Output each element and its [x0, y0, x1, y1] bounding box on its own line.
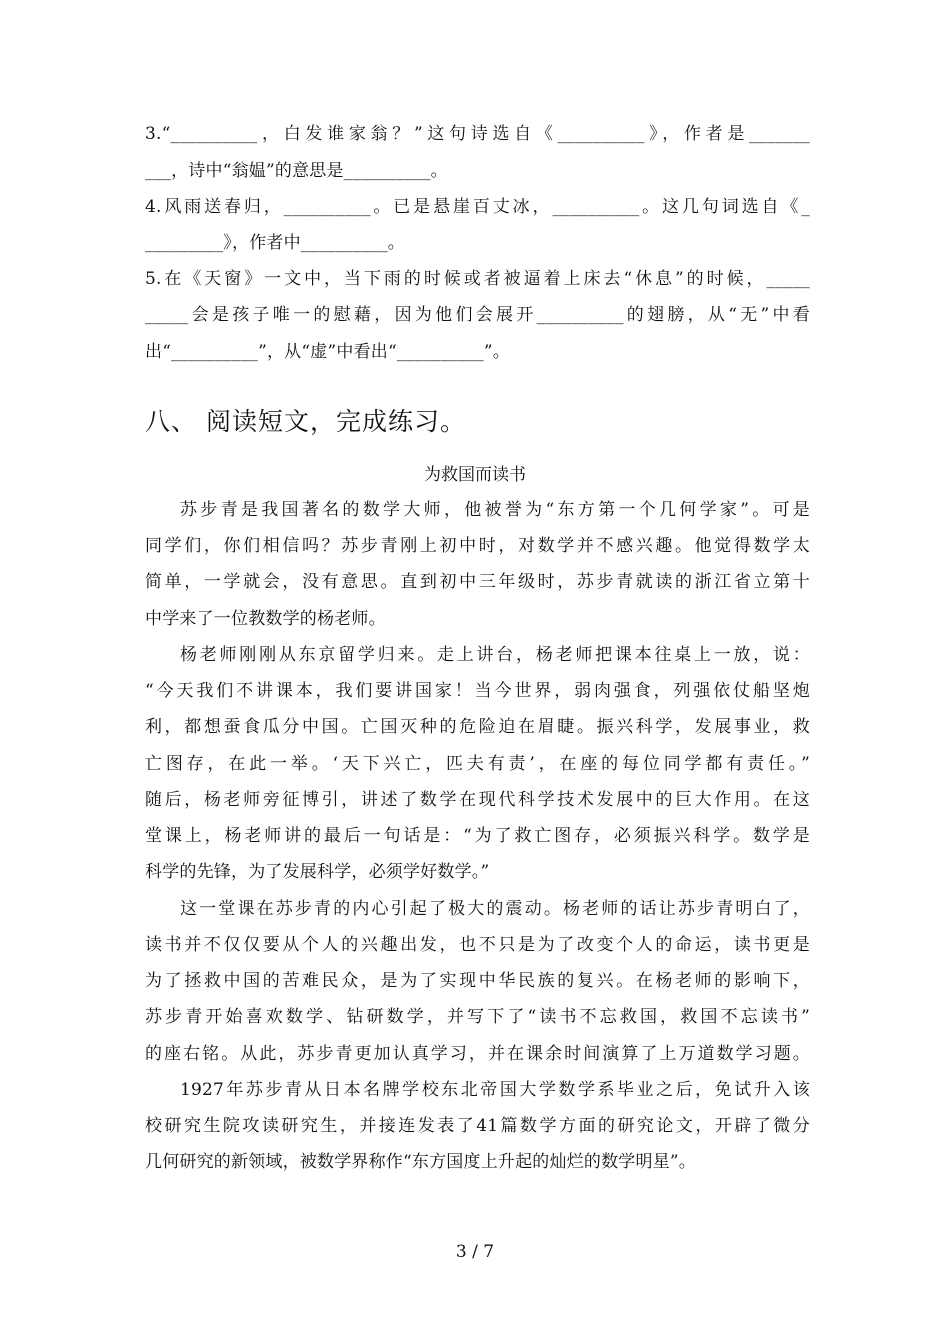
- paragraph-2-line-5: 随后，杨老师旁征博引，讲述了数学在现代科学技术发展中的巨大作用。在这: [145, 790, 810, 810]
- paragraph-2-line-1: 杨老师刚刚从东京留学归来。走上讲台，杨老师把课本往桌上一放，说：: [180, 645, 810, 665]
- paragraph-4-line-1: 1927年苏步青从日本名牌学校东北帝国大学数学系毕业之后，免试升入该: [180, 1080, 810, 1100]
- question-5-line-1: 5.在《天窗》一文中，当下雨的时候或者被逼着上床去“休息”的时候，_____: [145, 269, 810, 289]
- paragraph-3-line-4: 苏步青开始喜欢数学、钻研数学，并写下了“读书不忘救国，救国不忘读书”: [145, 1007, 810, 1027]
- question-3-line-1: 3.“__________，白发谁家翁？”这句诗选自《__________》，作者是_______: [145, 124, 810, 144]
- paragraph-2-line-6: 堂课上，杨老师讲的最后一句话是：“为了救亡图存，必须振兴科学。数学是: [145, 826, 810, 846]
- question-5-line-3: 出“__________”，从“虚”中看出“__________”。: [145, 342, 510, 362]
- question-4-line-2: _________》，作者中__________。: [145, 233, 405, 253]
- paragraph-2-line-3: 利，都想蚕食瓜分中国。亡国灭种的危险迫在眉睫。振兴科学，发展事业，救: [145, 717, 810, 737]
- question-4-line-1: 4.风雨送春归，__________。已是悬崖百丈冰，__________。这几句词选自《_: [145, 197, 810, 217]
- paragraph-1-line-3: 简单，一学就会，没有意思。直到初中三年级时，苏步青就读的浙江省立第十: [145, 572, 810, 592]
- paragraph-1-line-4: 中学来了一位教数学的杨老师。: [145, 609, 386, 629]
- paragraph-4-line-2: 校研究生院攻读研究生，并接连发表了41篇数学方面的研究论文，开辟了微分: [145, 1116, 810, 1136]
- question-5-line-2: _____会是孩子唯一的慰藉，因为他们会展开__________的翅膀，从“无”中看: [145, 305, 810, 325]
- article-title: 为救国而读书: [424, 465, 526, 485]
- section-heading: 八、 阅读短文，完成练习。: [145, 407, 466, 436]
- paragraph-3-line-5: 的座右铭。从此，苏步青更加认真学习，并在课余时间演算了上万道数学习题。: [145, 1044, 810, 1064]
- paragraph-3-line-1: 这一堂课在苏步青的内心引起了极大的震动。杨老师的话让苏步青明白了，: [180, 899, 810, 919]
- paragraph-1-line-1: 苏步青是我国著名的数学大师，他被誉为“东方第一个几何学家”。可是: [180, 500, 810, 520]
- paragraph-3-line-2: 读书并不仅仅要从个人的兴趣出发，也不只是为了改变个人的命运，读书更是: [145, 935, 810, 955]
- paragraph-3-line-3: 为了拯救中国的苦难民众，是为了实现中华民族的复兴。在杨老师的影响下，: [145, 971, 810, 991]
- paragraph-2-line-2: “今天我们不讲课本，我们要讲国家！当今世界，弱肉强食，列强依仗船坚炮: [145, 681, 810, 701]
- question-3-line-2: ___，诗中“翁媪”的意思是__________。: [145, 161, 448, 181]
- paragraph-4-line-3: 几何研究的新领域，被数学界称作“东方国度上升起的灿烂的数学明星”。: [145, 1152, 696, 1172]
- paragraph-1-line-2: 同学们，你们相信吗？苏步青刚上初中时，对数学并不感兴趣。他觉得数学太: [145, 536, 810, 556]
- page-number: 3 / 7: [455, 1242, 495, 1262]
- paragraph-2-line-4: 亡图存，在此一举。‘天下兴亡，匹夫有责’，在座的每位同学都有责任。”: [145, 754, 810, 774]
- paragraph-2-line-7: 科学的先锋，为了发展科学，必须学好数学。”: [145, 862, 490, 882]
